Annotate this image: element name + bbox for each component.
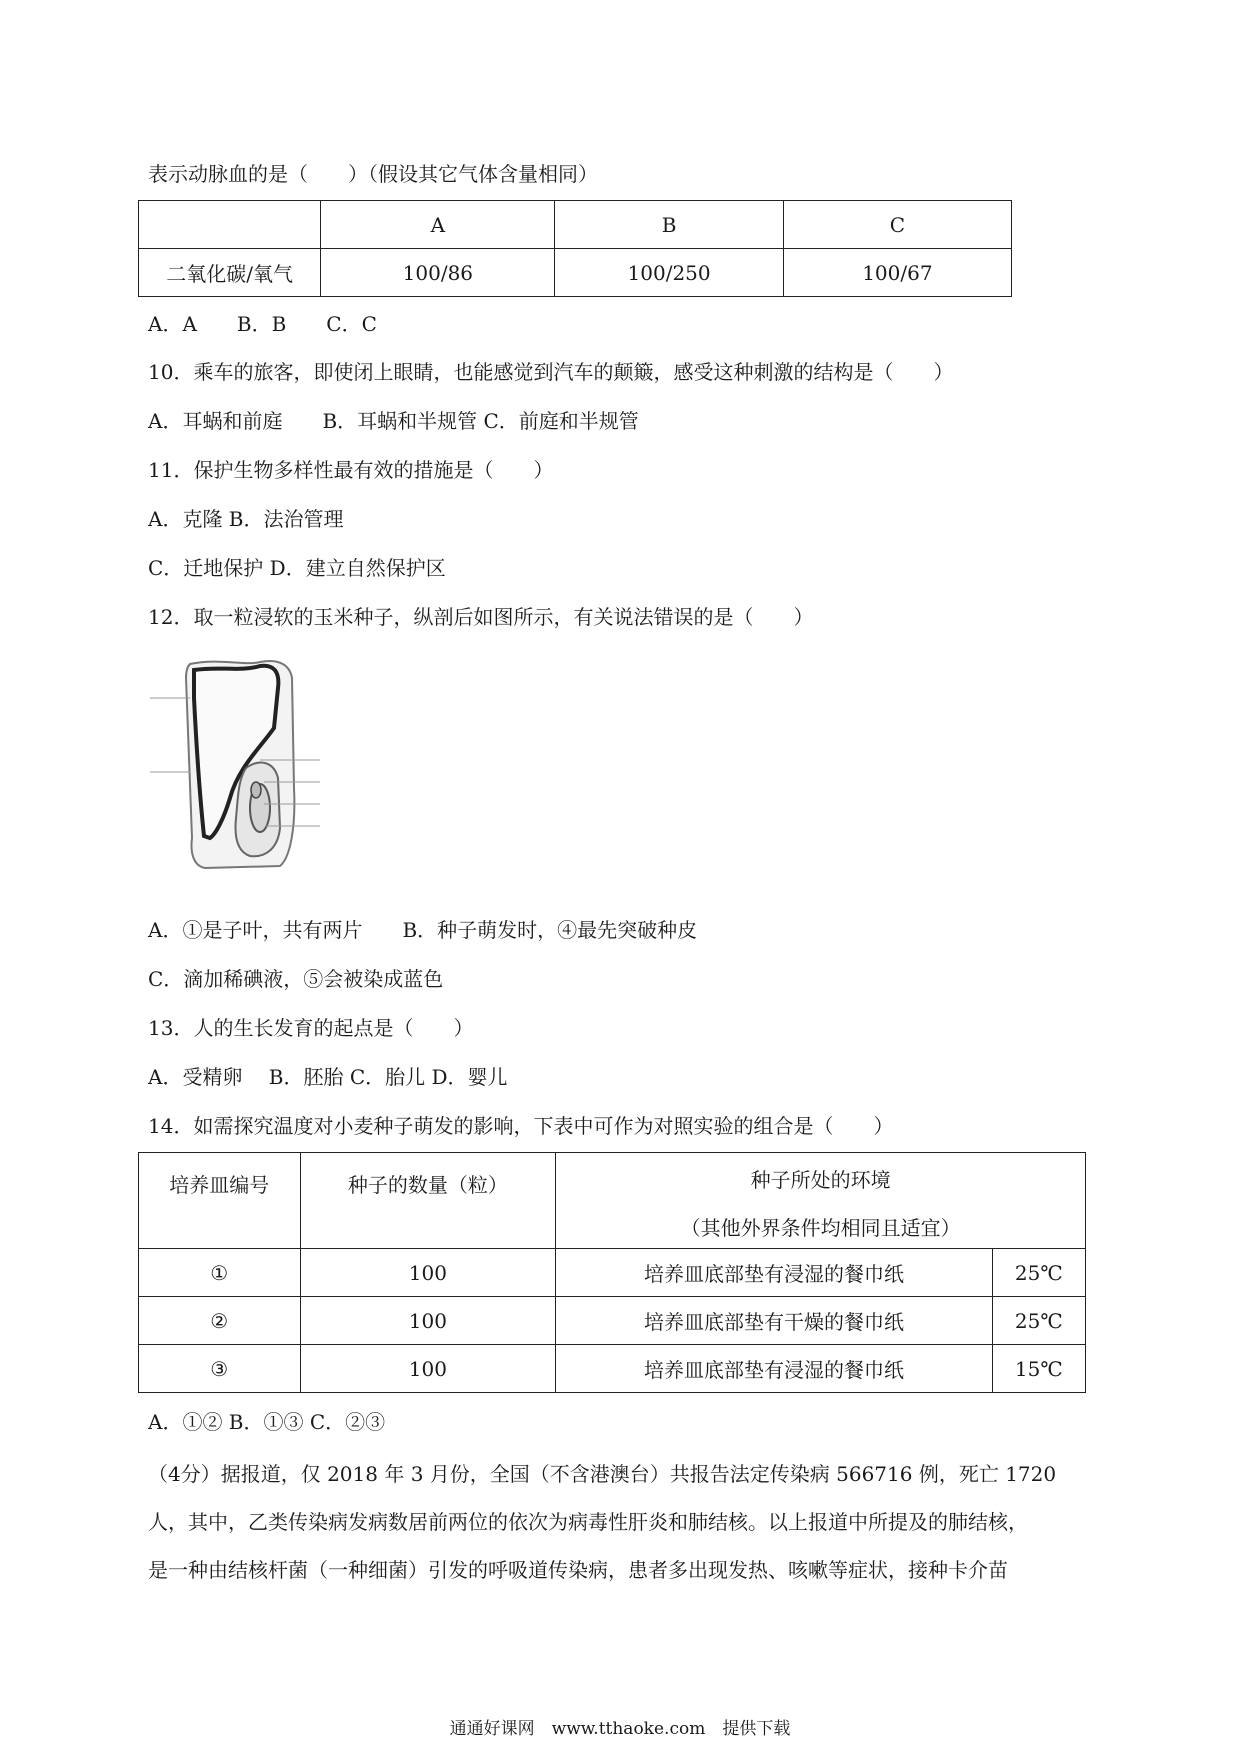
q14-options: A．①② B．①③ C．②③	[148, 1410, 386, 1434]
row-label-cell: 二氧化碳/氧气	[139, 249, 321, 297]
q9-options: A．A B．B C．C	[148, 312, 377, 336]
header-env-line1: 种子所处的环境	[750, 1168, 891, 1192]
temp-cell: 25℃	[992, 1297, 1085, 1345]
q12-options-1: A．①是子叶，共有两片 B．种子萌发时，④最先突破种皮	[148, 918, 698, 942]
dish-id-cell: ③	[139, 1345, 301, 1393]
table-row	[139, 1297, 1086, 1345]
header-env-line2: （其他外界条件均相同且适宜）	[680, 1216, 961, 1240]
table-cell	[139, 201, 321, 249]
q13-stem: 13．人的生长发育的起点是（ ）	[148, 1016, 474, 1040]
q12-options-2: C．滴加稀碘液，⑤会被染成蓝色	[148, 967, 444, 991]
table-header-row	[139, 1153, 1086, 1249]
env-cell: 培养皿底部垫有干燥的餐巾纸	[556, 1297, 992, 1345]
corn-seed-diagram	[150, 658, 350, 878]
passage-line-1: （4分）据报道，仅 2018 年 3 月份，全国（不含港澳台）共报告法定传染病 566716 例，死亡 1720	[148, 1462, 1057, 1486]
table-header-cell: B	[555, 201, 783, 249]
q10-stem: 10．乘车的旅客，即使闭上眼睛，也能感觉到汽车的颠簸，感受这种刺激的结构是（ ）	[148, 360, 954, 384]
table-cell: 100/67	[783, 249, 1011, 297]
table-row	[139, 249, 1012, 297]
count-cell: 100	[300, 1345, 556, 1393]
count-cell: 100	[300, 1297, 556, 1345]
q12-stem: 12．取一粒浸软的玉米种子，纵剖后如图所示，有关说法错误的是（ ）	[148, 605, 814, 629]
q11-options-1: A．克隆 B．法治管理	[148, 507, 344, 531]
count-cell: 100	[300, 1249, 556, 1297]
table-header-cell: A	[321, 201, 555, 249]
q11-options-2: C．迁地保护 D．建立自然保护区	[148, 556, 446, 580]
q11-stem: 11．保护生物多样性最有效的措施是（ ）	[148, 458, 554, 482]
table-cell: 100/86	[321, 249, 555, 297]
passage-line-2: 人，其中，乙类传染病发病数居前两位的依次为病毒性肝炎和肺结核。以上报道中所提及的肺结核，	[148, 1510, 1028, 1534]
table-header-row	[139, 201, 1012, 249]
table-row	[139, 1249, 1086, 1297]
table-row	[139, 1345, 1086, 1393]
q9-stem: 表示动脉血的是（ ）（假设其它气体含量相同）	[148, 162, 598, 186]
header-dish-cell: 培养皿编号	[139, 1153, 301, 1249]
temp-cell: 25℃	[992, 1249, 1085, 1297]
page-footer: 通通好课网 www.tthaoke.com 提供下载	[449, 1719, 791, 1739]
q9-table	[138, 200, 1012, 297]
env-cell: 培养皿底部垫有浸湿的餐巾纸	[556, 1345, 992, 1393]
table-header-cell: C	[783, 201, 1011, 249]
q14-stem: 14．如需探究温度对小麦种子萌发的影响，下表中可作为对照实验的组合是（ ）	[148, 1114, 894, 1138]
q10-options: A．耳蜗和前庭 B．耳蜗和半规管 C．前庭和半规管	[148, 409, 639, 433]
passage-line-3: 是一种由结核杆菌（一种细菌）引发的呼吸道传染病，患者多出现发热、咳嗽等症状，接种卡介苗	[148, 1558, 1008, 1582]
q13-options: A．受精卵 B．胚胎 C．胎儿 D．婴儿	[148, 1065, 508, 1089]
header-count-cell: 种子的数量（粒）	[300, 1153, 556, 1249]
env-cell: 培养皿底部垫有浸湿的餐巾纸	[556, 1249, 992, 1297]
temp-cell: 15℃	[992, 1345, 1085, 1393]
header-env-cell	[556, 1153, 1086, 1249]
q14-table	[138, 1152, 1086, 1393]
dish-id-cell: ②	[139, 1297, 301, 1345]
table-cell: 100/250	[555, 249, 783, 297]
dish-id-cell: ①	[139, 1249, 301, 1297]
